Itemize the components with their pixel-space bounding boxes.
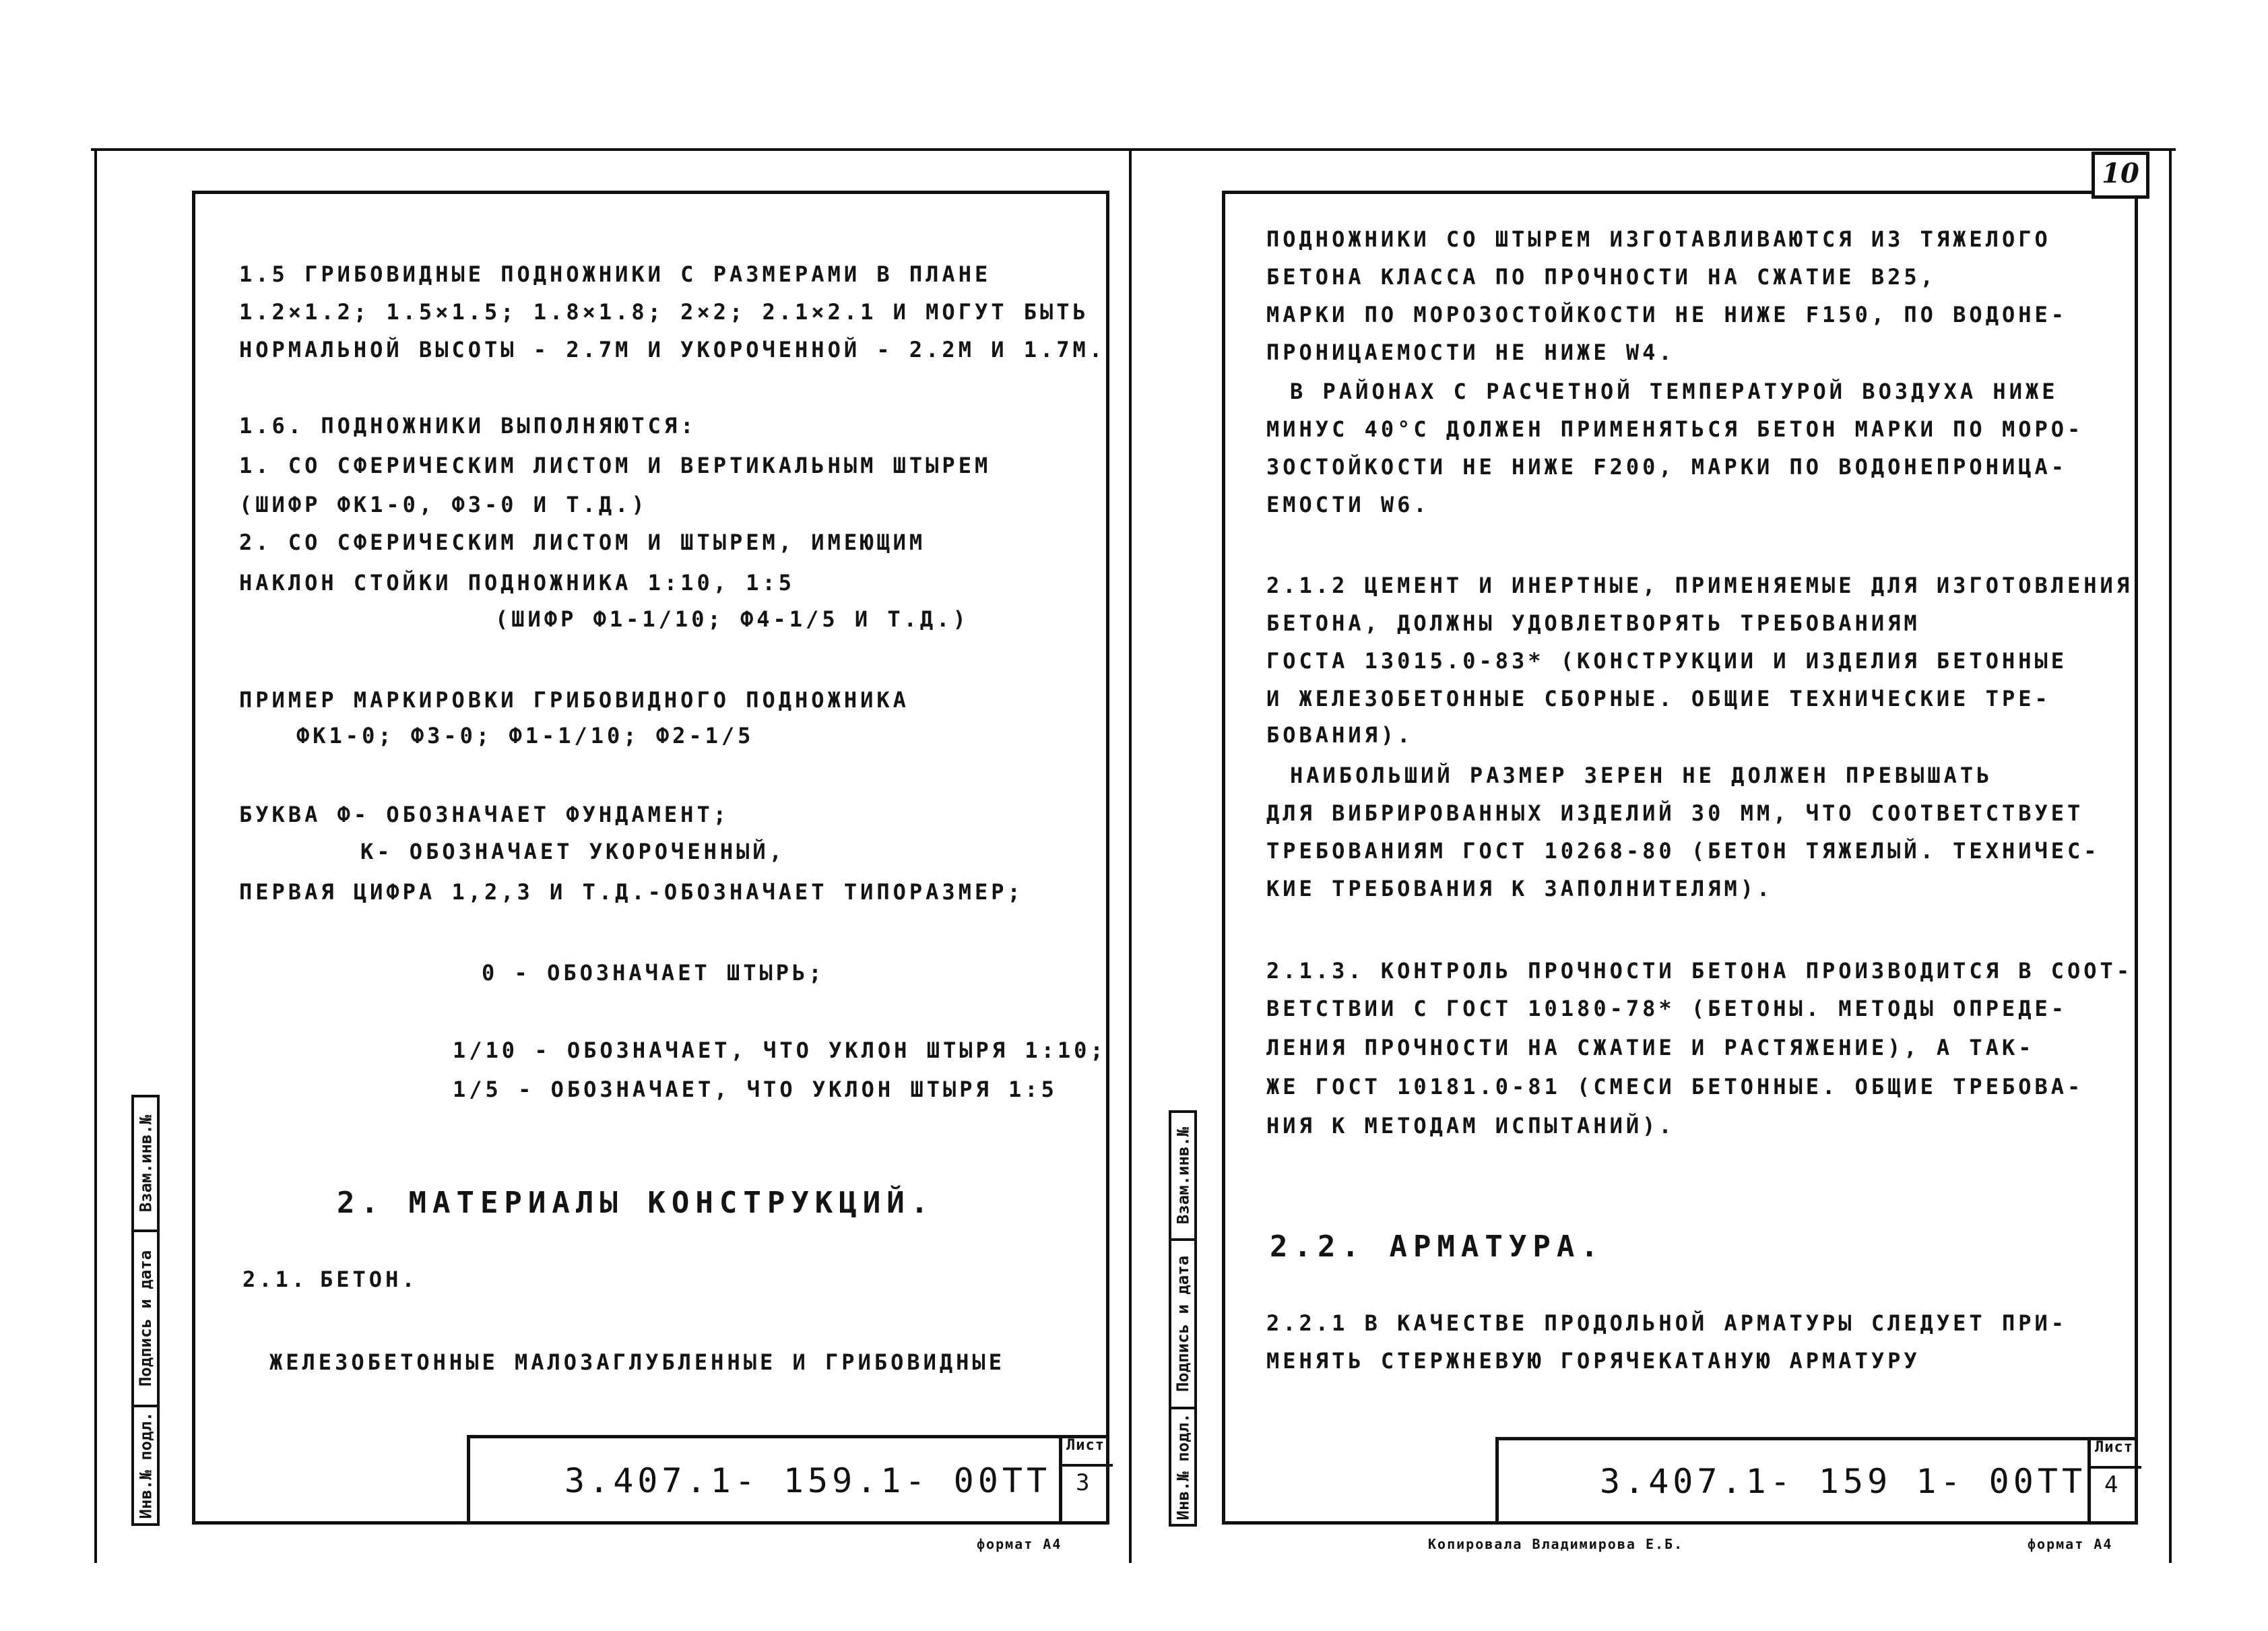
text-line: НОРМАЛЬНОЙ ВЫСОТЫ - 2.7М И УКОРОЧЕННОЙ - 2.2М И 1.7М. <box>239 337 1106 362</box>
text-line: ДЛЯ ВИБРИРОВАННЫХ ИЗДЕЛИЙ 30 ММ, ЧТО СООТВЕТСТВУЕТ <box>1266 800 2084 826</box>
text-line: ПОДНОЖНИКИ СО ШТЫРЕМ ИЗГОТАВЛИВАЮТСЯ ИЗ ТЯЖЕЛОГО <box>1266 226 2051 252</box>
document-code: 3.407.1- 159 1- 00ТТ <box>1600 1462 2087 1501</box>
text-line: ЗОСТОЙКОСТИ НЕ НИЖЕ F200, МАРКИ ПО ВОДОНЕПРОНИЦА- <box>1266 454 2068 480</box>
text-line: МЕНЯТЬ СТЕРЖНЕВУЮ ГОРЯЧЕКАТАНУЮ АРМАТУРУ <box>1266 1348 1920 1374</box>
side-label: Инв.№ подл. <box>1173 1413 1193 1521</box>
text-line: ГОСТА 13015.0-83* (КОНСТРУКЦИИ И ИЗДЕЛИЯ БЕТОННЫЕ <box>1266 648 2068 674</box>
left-edge-line <box>94 148 97 1563</box>
text-line: ФК1-0; Ф3-0; Ф1-1/10; Ф2-1/5 <box>296 723 754 748</box>
left-side-stamp-strip <box>131 1095 160 1526</box>
text-line: 1/5 - ОБОЗНАЧАЕТ, ЧТО УКЛОН ШТЫРЯ 1:5 <box>453 1077 1058 1102</box>
side-label: Подпись и дата <box>1173 1255 1193 1393</box>
right-edge-line <box>2169 148 2172 1563</box>
side-cell <box>134 1097 157 1232</box>
top-border-line <box>91 148 2176 151</box>
text-line: БЕТОНА КЛАССА ПО ПРОЧНОСТИ НА СЖАТИЕ В25, <box>1266 264 1937 290</box>
text-line: БУКВА Ф- ОБОЗНАЧАЕТ ФУНДАМЕНТ; <box>239 802 730 827</box>
text-line: ВЕТСТВИИ С ГОСТ 10180-78* (БЕТОНЫ. МЕТОДЫ ОПРЕДЕ- <box>1266 996 2068 1021</box>
side-label: Подпись и дата <box>136 1250 156 1387</box>
sheet-cell-divider <box>2091 1466 2141 1469</box>
copied-by-label: Копировала Владимирова Е.Б. <box>1428 1536 1684 1552</box>
text-line: ПРОНИЦАЕМОСТИ НЕ НИЖЕ W4. <box>1266 340 1675 365</box>
side-cell <box>134 1232 157 1407</box>
document-code: 3.407.1- 159.1- 00ТТ <box>564 1461 1051 1500</box>
subsection-number: 2.1. <box>242 1267 309 1292</box>
text-line: К- ОБОЗНАЧАЕТ УКОРОЧЕННЫЙ, <box>360 839 785 864</box>
text-line: ЖЕЛЕЗОБЕТОННЫЕ МАЛОЗАГЛУБЛЕННЫЕ И ГРИБОВИДНЫЕ <box>269 1349 1005 1375</box>
text-line: (ШИФР ФК1-0, Ф3-0 И Т.Д.) <box>239 492 648 517</box>
side-cell <box>1171 1409 1194 1524</box>
text-line: КИЕ ТРЕБОВАНИЯ К ЗАПОЛНИТЕЛЯМ). <box>1266 876 1774 901</box>
format-label: формат А4 <box>2028 1536 2113 1552</box>
text-line: 1.5 ГРИБОВИДНЫЕ ПОДНОЖНИКИ С РАЗМЕРАМИ В ПЛАНЕ <box>239 261 992 287</box>
text-line: ЖЕ ГОСТ 10181.0-81 (СМЕСИ БЕТОННЫЕ. ОБЩИЕ ТРЕБОВА- <box>1266 1074 2084 1099</box>
center-fold-line <box>1129 148 1132 1563</box>
section-heading: 2. МАТЕРИАЛЫ КОНСТРУКЦИЙ. <box>337 1186 935 1220</box>
side-cell <box>1171 1113 1194 1241</box>
text-line: 2.1.3. КОНТРОЛЬ ПРОЧНОСТИ БЕТОНА ПРОИЗВОДИТСЯ В СООТ- <box>1266 958 2133 984</box>
text-line: НАКЛОН СТОЙКИ ПОДНОЖНИКА 1:10, 1:5 <box>239 570 796 596</box>
side-label: Взам.инв.№ <box>136 1114 155 1213</box>
section-heading: 2.2. АРМАТУРА. <box>1270 1229 1605 1264</box>
text-line: ЕМОСТИ W6. <box>1266 492 1430 517</box>
text-line: ПЕРВАЯ ЦИФРА 1,2,3 И Т.Д.-ОБОЗНАЧАЕТ ТИПОРАЗМЕР; <box>239 879 1024 905</box>
text-line: 1/10 - ОБОЗНАЧАЕТ, ЧТО УКЛОН ШТЫРЯ 1:10; <box>453 1037 1107 1063</box>
sheet-label: Лист <box>2095 1439 2133 1456</box>
text-line: МАРКИ ПО МОРОЗОСТОЙКОСТИ НЕ НИЖЕ F150, ПО ВОДОНЕ- <box>1266 302 2068 327</box>
sheet-number-cell <box>1059 1438 1109 1521</box>
text-line: 2.1.2 ЦЕМЕНТ И ИНЕРТНЫЕ, ПРИМЕНЯЕМЫЕ ДЛЯ ИЗГОТОВЛЕНИЯ <box>1266 573 2133 598</box>
text-line: НИЯ К МЕТОДАМ ИСПЫТАНИЙ). <box>1266 1113 1675 1139</box>
right-title-block <box>1495 1437 2138 1525</box>
side-label: Инв.№ подл. <box>136 1411 156 1519</box>
text-line: ЛЕНИЯ ПРОЧНОСТИ НА СЖАТИЕ И РАСТЯЖЕНИЕ), А ТАК- <box>1266 1035 2035 1060</box>
right-side-stamp-strip <box>1169 1110 1197 1527</box>
text-line: БЕТОНА, ДОЛЖНЫ УДОВЛЕТВОРЯТЬ ТРЕБОВАНИЯМ <box>1266 610 1920 636</box>
text-line: ТРЕБОВАНИЯМ ГОСТ 10268-80 (БЕТОН ТЯЖЕЛЫЙ. ТЕХНИЧЕС- <box>1266 838 2100 864</box>
side-cell <box>1171 1241 1194 1409</box>
text-line: НАИБОЛЬШИЙ РАЗМЕР ЗЕРЕН НЕ ДОЛЖЕН ПРЕВЫШАТЬ <box>1290 763 1993 788</box>
text-line: В РАЙОНАХ С РАСЧЕТНОЙ ТЕМПЕРАТУРОЙ ВОЗДУХА НИЖЕ <box>1290 379 2059 404</box>
sheet-number: 3 <box>1076 1469 1090 1496</box>
left-title-block <box>467 1435 1109 1525</box>
text-line: И ЖЕЛЕЗОБЕТОННЫЕ СБОРНЫЕ. ОБЩИЕ ТЕХНИЧЕСКИЕ ТРЕ- <box>1266 686 2051 711</box>
sheet-label: Лист <box>1066 1437 1105 1454</box>
text-line: МИНУС 40°С ДОЛЖЕН ПРИМЕНЯТЬСЯ БЕТОН МАРКИ ПО МОРО- <box>1266 416 2084 442</box>
sheet-number: 4 <box>2104 1471 2118 1498</box>
side-label: Взам.инв.№ <box>1173 1126 1192 1225</box>
page-number: 10 <box>2102 158 2139 189</box>
text-line: 1. СО СФЕРИЧЕСКИМ ЛИСТОМ И ВЕРТИКАЛЬНЫМ ШТЫРЕМ <box>239 453 992 478</box>
page-number-box <box>2092 152 2149 199</box>
sheet-cell-divider <box>1062 1464 1113 1467</box>
text-line: 1.6. ПОДНОЖНИКИ ВЫПОЛНЯЮТСЯ: <box>239 413 697 439</box>
text-line: БОВАНИЯ). <box>1266 722 1414 748</box>
format-label: формат А4 <box>977 1536 1062 1552</box>
sheet-number-cell <box>2087 1440 2138 1521</box>
text-line: 0 - ОБОЗНАЧАЕТ ШТЫРЬ; <box>482 960 825 986</box>
text-line: ПРИМЕР МАРКИРОВКИ ГРИБОВИДНОГО ПОДНОЖНИКА <box>239 687 909 713</box>
subsection-title: БЕТОН. <box>320 1267 418 1292</box>
side-cell <box>134 1407 157 1523</box>
text-line: (ШИФР Ф1-1/10; Ф4-1/5 И Т.Д.) <box>495 606 969 632</box>
text-line: 1.2×1.2; 1.5×1.5; 1.8×1.8; 2×2; 2.1×2.1 И МОГУТ БЫТЬ <box>239 299 1089 325</box>
text-line: 2. СО СФЕРИЧЕСКИМ ЛИСТОМ И ШТЫРЕМ, ИМЕЮЩИМ <box>239 530 926 555</box>
text-line: 2.2.1 В КАЧЕСТВЕ ПРОДОЛЬНОЙ АРМАТУРЫ СЛЕДУЕТ ПРИ- <box>1266 1310 2068 1336</box>
